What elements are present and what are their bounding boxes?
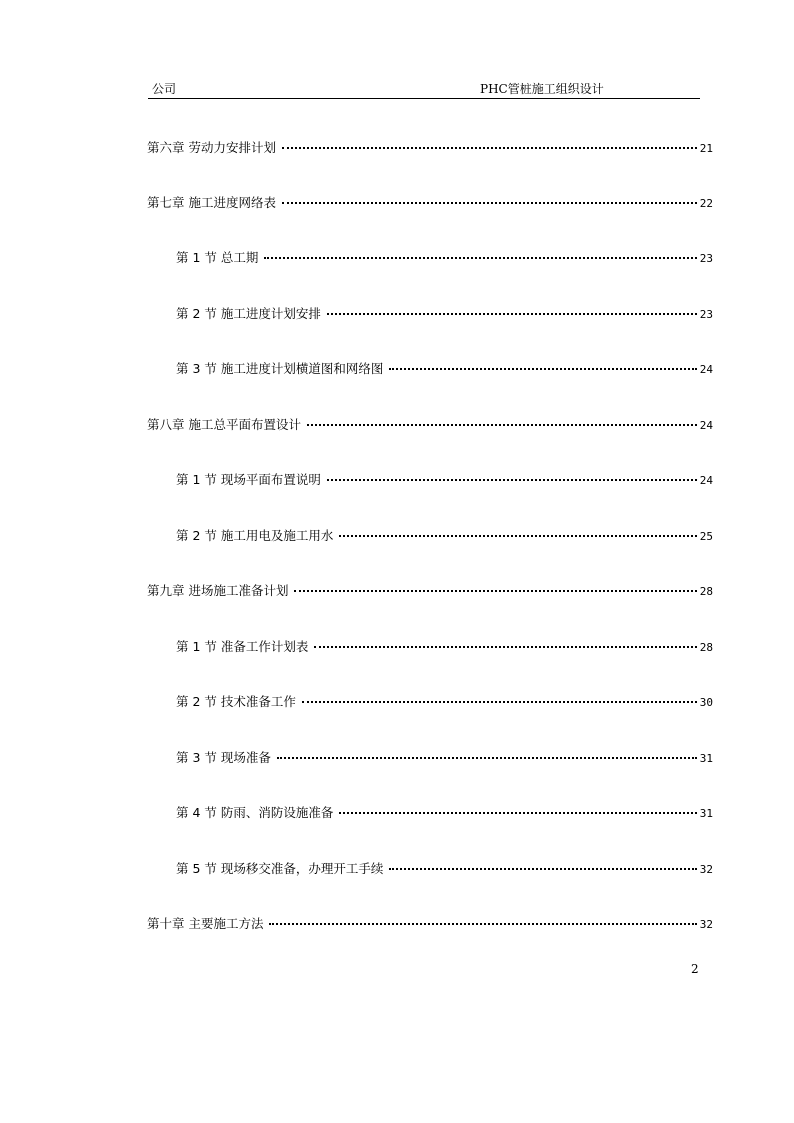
toc-entry-section[interactable] (176, 470, 713, 488)
dot-leader (307, 423, 697, 426)
document-title: PHC管桩施工组织设计 (480, 82, 604, 96)
toc-page-number: 32 (699, 918, 713, 931)
toc-entry-section[interactable] (176, 248, 713, 266)
toc-page-number: 24 (699, 474, 713, 487)
toc-entry-chapter-8[interactable] (147, 415, 713, 433)
toc-page-number: 30 (699, 696, 713, 709)
toc-page-number: 23 (699, 308, 713, 321)
toc-page-number: 24 (699, 419, 713, 432)
dot-leader (282, 201, 697, 204)
toc-label: 第 2 节 施工用电及施工用水 (176, 528, 334, 543)
toc-label: 第九章 进场施工准备计划 (147, 583, 289, 598)
toc-page-number: 25 (699, 530, 713, 543)
toc-page-number: 32 (699, 863, 713, 876)
dot-leader (389, 367, 696, 370)
dot-leader (269, 922, 696, 925)
dot-leader (339, 811, 696, 814)
toc-label: 第 3 节 现场准备 (176, 750, 271, 765)
toc-label: 第 1 节 准备工作计划表 (176, 639, 309, 654)
toc-page-number: 31 (699, 752, 713, 765)
dot-leader (302, 700, 697, 703)
toc-label: 第 4 节 防雨、消防设施准备 (176, 805, 334, 820)
dot-leader (339, 534, 696, 537)
toc-page-number: 21 (699, 142, 713, 155)
toc-label: 第 2 节 施工进度计划安排 (176, 306, 321, 321)
toc-page-number: 23 (699, 252, 713, 265)
toc-label: 第 3 节 施工进度计划横道图和网络图 (176, 361, 384, 376)
toc-entry-chapter-7[interactable] (147, 193, 713, 211)
dot-leader (327, 478, 697, 481)
toc-entry-chapter-6[interactable] (147, 138, 713, 156)
toc-label: 第七章 施工进度网络表 (147, 195, 276, 210)
toc-entry-section[interactable] (176, 637, 713, 655)
dot-leader (314, 645, 696, 648)
toc-entry-section[interactable] (176, 526, 713, 544)
toc-entry-section[interactable] (176, 359, 713, 377)
dot-leader (389, 867, 696, 870)
toc-label: 第 1 节 现场平面布置说明 (176, 472, 321, 487)
toc-entry-chapter-9[interactable] (147, 581, 713, 599)
toc-label: 第 1 节 总工期 (176, 250, 259, 265)
toc-label: 第 2 节 技术准备工作 (176, 694, 296, 709)
toc-page-number: 31 (699, 807, 713, 820)
toc-entry-chapter-10[interactable] (147, 914, 713, 932)
page-header (148, 78, 700, 99)
dot-leader (282, 146, 697, 149)
toc-label: 第八章 施工总平面布置设计 (147, 417, 301, 432)
dot-leader (277, 756, 697, 759)
dot-leader (294, 589, 696, 592)
page-number: 2 (691, 962, 699, 976)
toc-label: 第六章 劳动力安排计划 (147, 140, 276, 155)
dot-leader (327, 312, 697, 315)
toc-entry-section[interactable] (176, 803, 713, 821)
toc-page-number: 28 (699, 585, 713, 598)
toc-page-number: 24 (699, 363, 713, 376)
toc-label: 第 5 节 现场移交准备，办理开工手续 (176, 861, 384, 876)
toc-entry-section[interactable] (176, 692, 713, 710)
toc-entry-section[interactable] (176, 748, 713, 766)
toc-entry-section[interactable] (176, 859, 713, 877)
company-name: 公司 (152, 82, 177, 96)
toc-label: 第十章 主要施工方法 (147, 916, 264, 931)
dot-leader (264, 256, 696, 259)
toc-page-number: 28 (699, 641, 713, 654)
toc-entry-section[interactable] (176, 304, 713, 322)
toc-page-number: 22 (699, 197, 713, 210)
